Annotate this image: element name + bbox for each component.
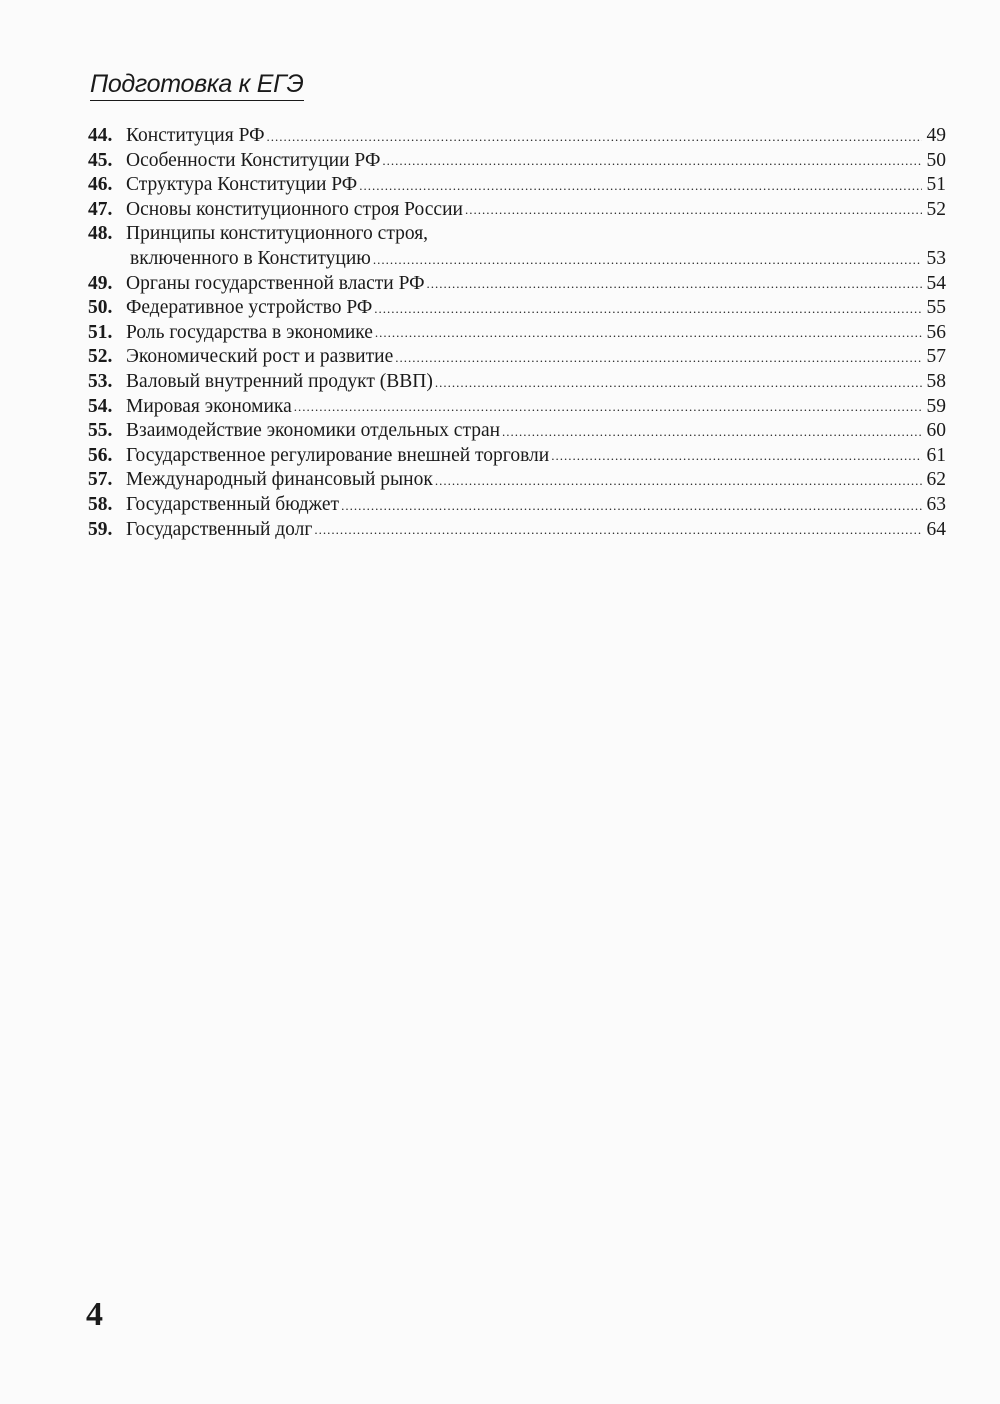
toc-entry-number: 57. <box>88 469 113 491</box>
toc-entry-title: Государственное регулирование внешней торговли <box>126 444 550 466</box>
toc-entry-page: 59 <box>926 395 946 417</box>
toc-entry-page: 55 <box>926 297 946 319</box>
toc-entry-page: 54 <box>926 272 946 294</box>
toc-leader-dots <box>465 201 922 222</box>
toc-entry <box>88 124 946 149</box>
toc-entry-page: 63 <box>926 493 946 515</box>
toc-entry <box>88 395 946 420</box>
toc-entry-page: 51 <box>926 174 946 196</box>
header-title: Подготовка к ЕГЭ <box>90 70 304 101</box>
toc-entry <box>88 518 946 543</box>
toc-entry-page: 56 <box>926 321 946 343</box>
toc-leader-dots <box>373 251 922 272</box>
toc-leader-dots <box>294 398 922 419</box>
toc-entry-number: 56. <box>88 444 113 466</box>
toc-entry-number: 45. <box>88 149 113 171</box>
toc-entry <box>88 419 946 444</box>
toc-entry-page: 50 <box>926 149 946 171</box>
toc-entry-page: 58 <box>926 370 946 392</box>
toc-entry-number: 59. <box>88 518 113 540</box>
toc-leader-dots <box>435 472 922 493</box>
toc-leader-dots <box>341 497 922 518</box>
toc-entry-number: 48. <box>88 223 113 245</box>
toc-leader-dots <box>359 177 922 198</box>
toc-leader-dots <box>502 423 922 444</box>
toc-entry-page: 60 <box>926 420 946 442</box>
toc-entry-title: Федеративное устройство РФ <box>126 297 373 319</box>
toc-entry-title: Структура Конституции РФ <box>126 174 358 196</box>
toc-entry-page: 64 <box>926 518 946 540</box>
toc-entry-number: 51. <box>88 321 113 343</box>
toc-leader-dots <box>266 128 922 149</box>
toc-entry-page: 49 <box>926 125 946 146</box>
toc-leader-dots <box>382 152 922 173</box>
toc-entry-number: 46. <box>88 174 113 196</box>
toc-entry-number: 53. <box>88 370 113 392</box>
toc-entry-number: 49. <box>88 272 113 294</box>
toc-entry-title: Принципы конституционного строя, <box>126 223 429 245</box>
toc-entry-number: 52. <box>88 346 113 368</box>
toc-entry <box>88 370 946 395</box>
toc-leader-dots <box>427 275 923 296</box>
page-number: 4 <box>86 1296 103 1333</box>
toc-entry-page: 57 <box>926 346 946 368</box>
toc-leader-dots <box>551 447 922 468</box>
toc-entry-title: Органы государственной власти РФ <box>126 272 425 294</box>
toc-entry <box>88 173 946 198</box>
toc-entry-number: 44. <box>88 125 113 146</box>
toc-entry-title-continued: включенного в Конституцию <box>130 247 371 269</box>
toc-leader-dots <box>375 324 922 345</box>
toc-entry-title: Валовый внутренний продукт (ВВП) <box>126 370 433 392</box>
toc-entry-title: Мировая экономика <box>126 395 292 417</box>
toc-entry-number: 58. <box>88 493 113 515</box>
toc-entry <box>88 321 946 346</box>
toc-leader-dots <box>314 521 922 542</box>
toc-entry-title: Особенности Конституции РФ <box>126 149 381 171</box>
toc-entry-page: 52 <box>926 198 946 220</box>
toc-entry <box>88 149 946 174</box>
toc-entry-page: 62 <box>926 469 946 491</box>
toc-entry-title: Взаимодействие экономики отдельных стран <box>126 420 501 442</box>
toc-entry-title: Конституция РФ <box>126 125 265 146</box>
toc-entry-title: Государственный бюджет <box>126 493 340 515</box>
toc-entry-title: Государственный долг <box>126 518 313 540</box>
toc-leader-dots <box>435 374 922 395</box>
toc-entry <box>88 444 946 469</box>
toc-entry <box>88 272 946 297</box>
table-of-contents <box>88 124 946 542</box>
toc-entry-title: Международный финансовый рынок <box>126 469 433 491</box>
toc-entry-number: 50. <box>88 297 113 319</box>
toc-entry <box>88 468 946 493</box>
toc-entry-number: 54. <box>88 395 113 417</box>
toc-leader-dots <box>374 300 922 321</box>
toc-entry-number: 55. <box>88 420 113 442</box>
toc-entry-number: 47. <box>88 198 113 220</box>
toc-entry <box>88 345 946 370</box>
running-header <box>90 70 950 110</box>
toc-entry-title: Роль государства в экономике <box>126 321 373 343</box>
toc-entry-title: Экономический рост и развитие <box>126 346 394 368</box>
toc-leader-dots <box>395 349 922 370</box>
toc-entry-page: 61 <box>926 444 946 466</box>
toc-entry <box>88 198 946 223</box>
toc-entry-page: 53 <box>926 247 946 269</box>
toc-entry-title: Основы конституционного строя России <box>126 198 463 220</box>
toc-entry <box>88 296 946 321</box>
toc-entry <box>88 493 946 518</box>
toc-entry <box>88 222 946 271</box>
